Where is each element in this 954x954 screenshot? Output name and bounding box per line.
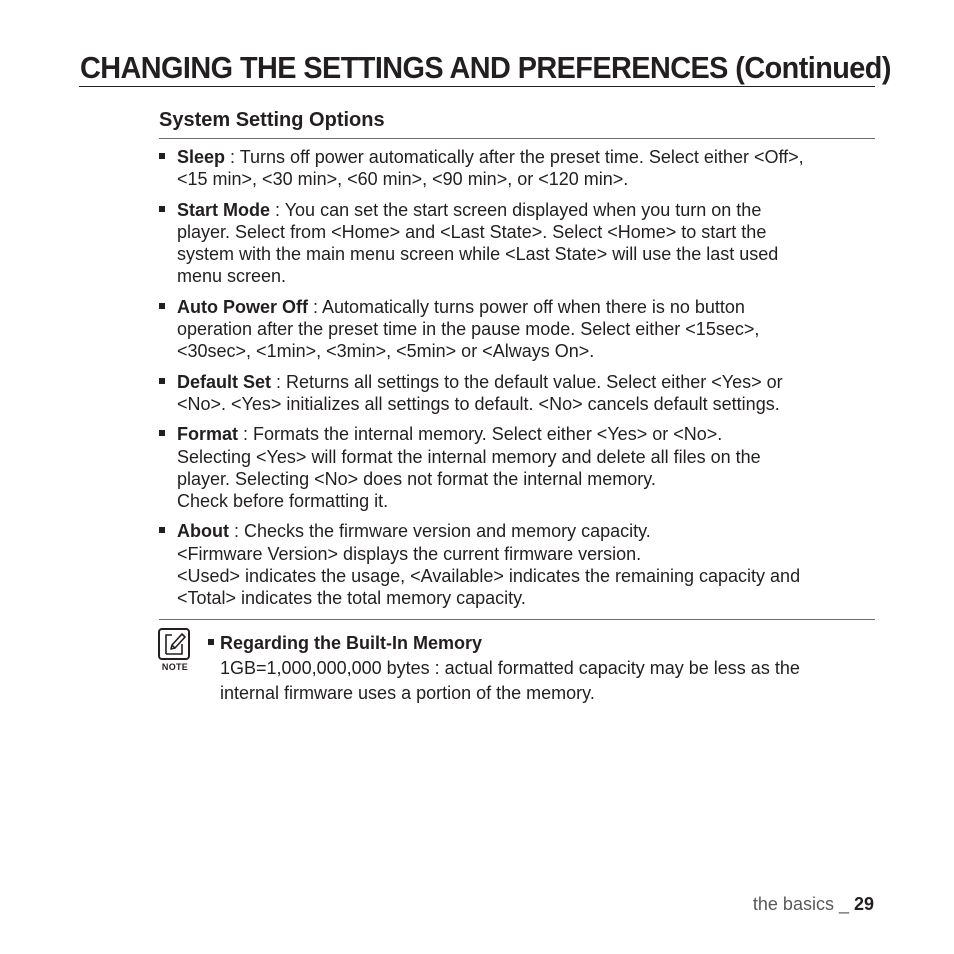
- note-line: internal firmware uses a portion of the memory.: [220, 683, 595, 703]
- option-term: About: [177, 521, 229, 542]
- note-pencil-icon: [158, 628, 190, 660]
- option-line: About : Checks the firmware version and memory capacity.: [177, 521, 651, 542]
- square-bullet-icon: [159, 378, 165, 384]
- note-heading: Regarding the Built-In Memory: [208, 632, 482, 654]
- option-auto-power-off: [159, 296, 875, 363]
- option-line: Selecting <Yes> will format the internal memory and delete all files on the: [177, 446, 761, 467]
- option-line: player. Selecting <No> does not format the internal memory.: [177, 468, 656, 489]
- option-line: Start Mode : You can set the start screen displayed when you turn on the: [177, 199, 762, 220]
- option-line: Default Set : Returns all settings to the default value. Select either <Yes> or: [177, 371, 783, 392]
- option-line: <30sec>, <1min>, <3min>, <5min> or <Always On>.: [177, 341, 595, 362]
- option-term: Start Mode: [177, 199, 271, 220]
- settings-options-list: [159, 146, 875, 618]
- option-line: system with the main menu screen while <Last State> will use the last used: [177, 244, 779, 265]
- option-format: [159, 423, 875, 512]
- section-divider: [159, 138, 875, 139]
- option-term: Format: [177, 424, 239, 445]
- option-line: operation after the preset time in the pause mode. Select either <15sec>,: [177, 319, 760, 340]
- square-bullet-icon: [208, 639, 214, 645]
- option-about: [159, 520, 875, 609]
- option-line: Check before formatting it.: [177, 491, 389, 512]
- option-sleep: [159, 146, 875, 191]
- square-bullet-icon: [159, 527, 165, 533]
- option-line: Sleep : Turns off power automatically after the preset time. Select either <Off>,: [177, 147, 804, 167]
- option-term: Sleep: [177, 147, 226, 167]
- square-bullet-icon: [159, 430, 165, 436]
- option-line: <Firmware Version> displays the current firmware version.: [177, 543, 642, 564]
- option-line: Format : Formats the internal memory. Select either <Yes> or <No>.: [177, 424, 723, 445]
- option-start-mode: [159, 199, 875, 288]
- square-bullet-icon: [159, 153, 165, 159]
- option-line: Auto Power Off : Automatically turns power off when there is no button: [177, 296, 745, 317]
- option-line: <15 min>, <30 min>, <60 min>, <90 min>, or <120 min>.: [177, 169, 629, 190]
- note-divider: [159, 619, 875, 620]
- option-default-set: [159, 371, 875, 416]
- option-term: Default Set: [177, 371, 272, 392]
- option-line: <Used> indicates the usage, <Available> indicates the remaining capacity and: [177, 566, 801, 587]
- option-line: <No>. <Yes> initializes all settings to default. <No> cancels default settings.: [177, 393, 780, 414]
- option-line: player. Select from <Home> and <Last State>. Select <Home> to start the: [177, 221, 767, 242]
- footer-section: the basics _: [752, 894, 854, 914]
- option-line: <Total> indicates the total memory capacity.: [177, 588, 526, 609]
- page-title: CHANGING THE SETTINGS AND PREFERENCES (Continued): [80, 50, 891, 85]
- square-bullet-icon: [159, 206, 165, 212]
- square-bullet-icon: [159, 303, 165, 309]
- page-number: 29: [853, 894, 874, 914]
- option-term: Auto Power Off: [177, 296, 308, 317]
- title-divider: [79, 86, 875, 87]
- note-label: NOTE: [161, 662, 189, 672]
- section-heading: System Setting Options: [159, 109, 385, 131]
- note-line: 1GB=1,000,000,000 bytes : actual formatted capacity may be less as the: [220, 658, 800, 678]
- page-footer: [753, 894, 874, 915]
- option-line: menu screen.: [177, 266, 287, 287]
- note-body: [220, 656, 800, 706]
